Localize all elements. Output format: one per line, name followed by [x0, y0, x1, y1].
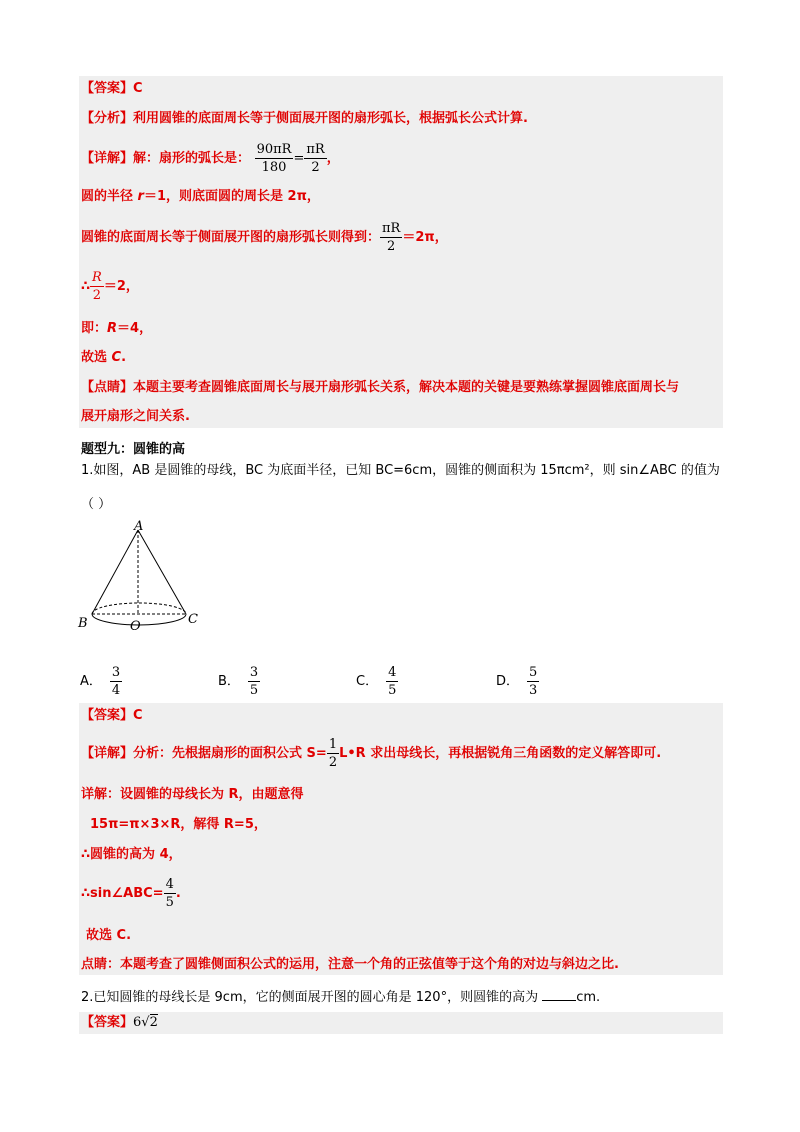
fraction: $\frac{\pi R}{2}$ — [306, 142, 325, 175]
detail-line: 【详解】解：扇形的弧长是： $\frac{90\pi R}{180}$ = $\frac{\pi R}{2}$ ， — [81, 142, 340, 175]
fraction: $\frac{4}{5}$ — [388, 665, 397, 698]
detail-line: 圆的半径 r＝1，则底面圆的周长是 2π， — [81, 189, 320, 204]
base-back-arc — [92, 603, 186, 614]
answer-blank[interactable] — [542, 1000, 576, 1001]
detail-line: 15π=π×3×R，解得 R=5， — [90, 817, 267, 832]
option-a[interactable]: A． $\frac{3}{4}$ — [80, 665, 121, 698]
answer-line: 【答案】C — [81, 81, 143, 96]
detail-line: 故选 C. — [86, 928, 132, 943]
answer-block-3 — [79, 1012, 723, 1034]
detail-line: ∴圆锥的高为 4， — [81, 847, 182, 862]
detail-line: 即：R＝4， — [81, 321, 153, 336]
question-1-paren: （ ） — [81, 497, 112, 512]
detail-line: ∴ $\frac{R}{2}$ ＝2， — [81, 270, 139, 303]
fraction: $\frac{3}{5}$ — [249, 665, 259, 698]
answer-line: 【答案】C — [81, 708, 143, 723]
question-2-text: 2.已知圆锥的母线长是 9cm，它的侧面展开图的圆心角是 120°，则圆锥的高为 cm. — [81, 990, 601, 1005]
fraction: $\frac{\pi R}{2}$ — [382, 221, 401, 254]
fraction: $\frac{3}{4}$ — [111, 665, 121, 698]
point-c-label: C — [188, 612, 198, 627]
generatrix-ab — [92, 530, 138, 614]
point-a-label: A — [134, 520, 144, 534]
fraction: $\frac{4}{5}$ — [165, 877, 174, 910]
analysis-line: 【分析】利用圆锥的底面周长等于侧面展开图的扇形弧长，根据弧长公式计算. — [81, 111, 528, 126]
detail-line: ∴sin∠ABC= $\frac{4}{5}$ . — [81, 877, 181, 910]
question-1-text: 1.如图，AB 是圆锥的母线，BC 为底面半径，已知 BC=6cm，圆锥的侧面积为 15πcm²，则 sin∠ABC 的值为 — [81, 463, 720, 478]
fraction: $\frac{R}{2}$ — [92, 270, 102, 303]
section-title: 题型九：圆锥的高 — [81, 442, 186, 457]
detail-line: 圆锥的底面周长等于侧面展开图的扇形弧长则得到： $\frac{\pi R}{2}$ ＝2π， — [81, 221, 448, 254]
detail-line: 故选 C. — [81, 350, 127, 365]
fraction: $\frac{1}{2}$ — [328, 737, 338, 770]
detail-line: 详解：设圆锥的母线长为 R，由题意得 — [81, 787, 304, 802]
point-o-label: O — [130, 619, 141, 634]
fraction: $\frac{90\pi R}{180}$ — [256, 142, 292, 175]
option-b[interactable]: B． $\frac{3}{5}$ — [218, 665, 259, 698]
comment-line: 展开扇形之间关系. — [81, 409, 190, 424]
comment-line: 【点睛】本题主要考查圆锥底面周长与展开扇形弧长关系，解决本题的关键是要熟练掌握圆锥底面周长与 — [81, 380, 680, 395]
fraction: $\frac{5}{3}$ — [529, 665, 538, 698]
option-c[interactable]: C． $\frac{4}{5}$ — [356, 665, 397, 698]
cone-figure — [74, 520, 204, 638]
generatrix-ac — [138, 530, 186, 614]
point-b-label: B — [78, 616, 88, 631]
comment-line: 点睛：本题考查了圆锥侧面积公式的运用，注意一个角的正弦值等于这个角的对边与斜边之比. — [81, 957, 619, 972]
detail-line: 【详解】分析：先根据扇形的面积公式 S= $\frac{1}{2}$ L•R 求出母线长，再根据锐角三角函数的定义解答即可. — [81, 737, 662, 770]
answer-line: 【答案】6√2 — [81, 1015, 158, 1030]
option-d[interactable]: D． $\frac{5}{3}$ — [496, 665, 538, 698]
